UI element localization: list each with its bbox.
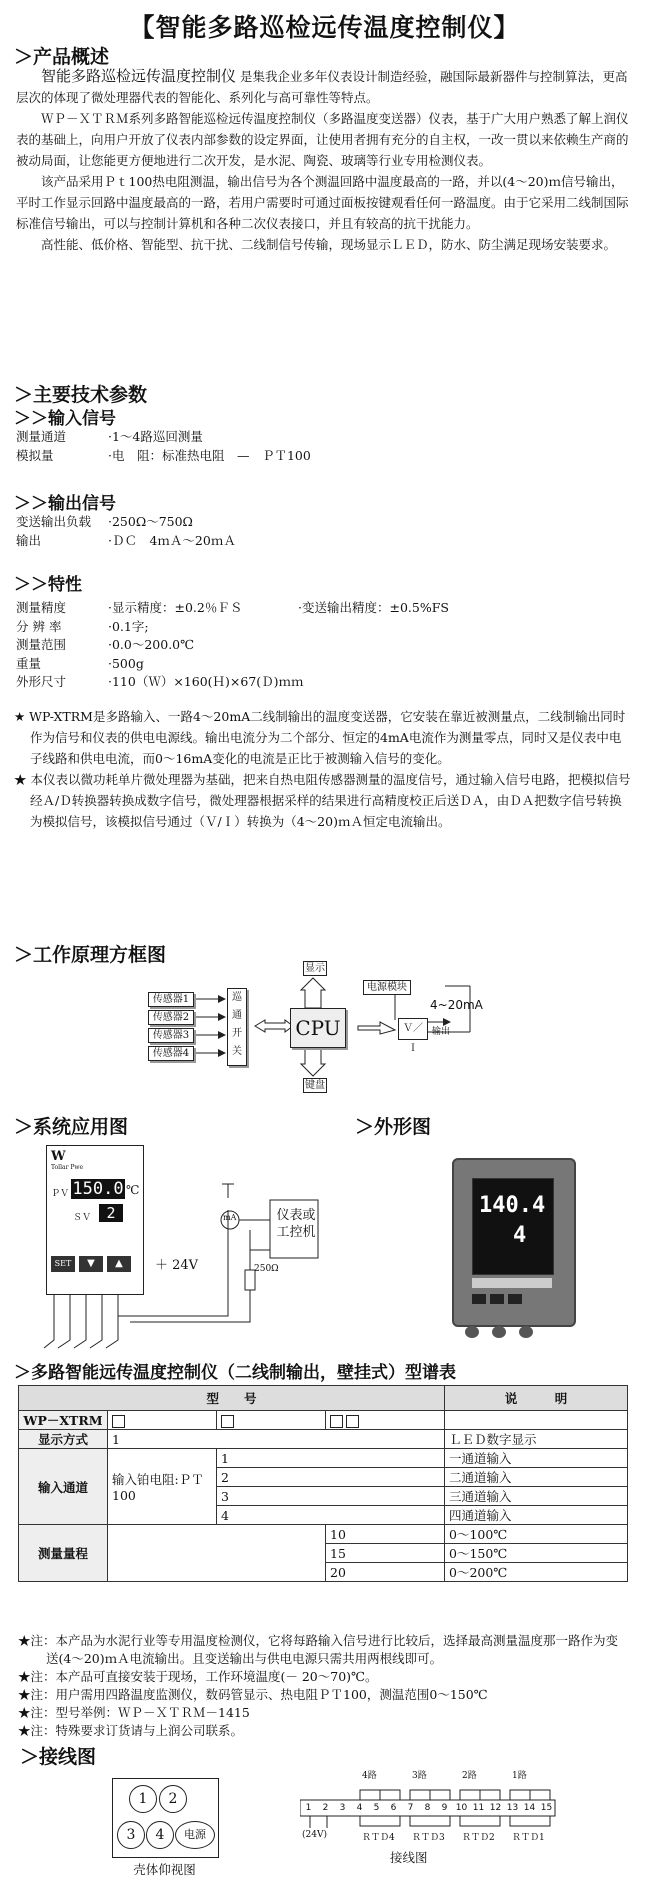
range-desc: 0～100℃	[445, 1525, 628, 1544]
channel-code: 2	[217, 1468, 445, 1487]
sv-display: 2	[99, 1204, 123, 1222]
terminal: 3	[339, 1803, 346, 1813]
terminal: 5	[373, 1803, 380, 1813]
channel-desc: 三通道输入	[445, 1487, 628, 1506]
channel-code: 3	[217, 1487, 445, 1506]
set-button[interactable]: SET	[51, 1256, 75, 1272]
terminal: 8	[424, 1803, 431, 1813]
model-table-heading: ＞多路智能远传温度控制仪（二线制输出，壁挂式）型谱表	[14, 1363, 456, 1383]
terminal-lines	[300, 1778, 600, 1858]
resistor-label: 250Ω	[254, 1264, 279, 1274]
terminal: 14	[523, 1803, 536, 1813]
model-base: WP－XTRM	[19, 1411, 108, 1430]
sv-label: ＳＶ	[73, 1213, 92, 1223]
range-label: 测量量程	[19, 1525, 108, 1582]
device-button[interactable]	[508, 1294, 522, 1304]
note-3: ★注：用户需用四路温度监测仪，数码管显示、热电阻ＰＴ100，测温范围0～150℃	[18, 1687, 488, 1702]
page-title: 【智能多路巡检远传温度控制仪】	[129, 13, 520, 42]
terminal: 6	[390, 1803, 397, 1813]
range-code: 20	[326, 1563, 445, 1582]
hole-4: 4	[146, 1821, 174, 1849]
note-1: ★注：本产品为水泥行业等专用温度检测仪，它将每路输入信号进行比较后，选择最高测量温度那一路作为变送(4～20)ｍＡ电流输出。且变送输出与供电电源只需共用两根线即可。	[18, 1633, 619, 1666]
terminal: 4	[356, 1803, 363, 1813]
brand-label: Tollar Pwe	[51, 1164, 84, 1171]
overview-heading: ＞产品概述	[14, 46, 110, 68]
code-box	[330, 1415, 343, 1428]
feature-specs	[16, 599, 449, 692]
pv-unit: ℃	[126, 1183, 140, 1197]
display-mode-code: 1	[108, 1430, 445, 1449]
outline-heading: ＞外形图	[355, 1116, 432, 1138]
code-box	[221, 1415, 234, 1428]
spec-row: 分 辨 率 ·0.1字;	[16, 618, 149, 634]
terminal: 2	[322, 1803, 329, 1813]
channel-desc: 四通道输入	[445, 1506, 628, 1525]
channel-code: 4	[217, 1506, 445, 1525]
range-desc: 0～200℃	[445, 1563, 628, 1582]
spec-row: 变送输出负载 ·250Ω～750Ω	[16, 514, 193, 529]
spec-row: 重量 ·500g	[16, 655, 144, 671]
terminal: 9	[441, 1803, 448, 1813]
terminal: 12	[489, 1803, 502, 1813]
column-model: 型 号	[19, 1386, 445, 1411]
milliamp-meter-label: mA	[223, 1213, 237, 1222]
star-note-2: ★ 本仪表以微功耗单片微处理器为基础，把来自热电阻传感器测量的温度信号，通过输入信号电路，把模拟信号经Ａ/Ｄ转换器转换成数字信号，微处理器根据采样的结果进行高精度校正后送ＤＡ，由ＤＡ把数字信号转换为模拟信号，该模拟信号通过（Ｖ/Ｉ）转换为（4～20)ｍＡ恒定电流输出。	[14, 772, 631, 829]
output-specs	[16, 513, 236, 550]
pv-display: 150.0	[72, 1179, 124, 1199]
power-hole: 电源	[175, 1821, 215, 1849]
application-heading: ＞系统应用图	[14, 1116, 129, 1138]
channel-code: 1	[217, 1449, 445, 1468]
display-mode-label: 显示方式	[19, 1430, 108, 1449]
range-code: 10	[326, 1525, 445, 1544]
voltage-label: ＋ 24V	[155, 1258, 199, 1273]
brand-logo-icon: W	[51, 1149, 66, 1164]
terminal: 11	[472, 1803, 485, 1813]
block-diagram	[0, 960, 649, 1110]
specs-heading: ＞主要技术参数	[14, 384, 148, 406]
up-arrow-icon: ▲	[115, 1258, 123, 1269]
input-channel-label: 输入通道	[19, 1449, 108, 1525]
route-label: 2路	[462, 1771, 477, 1781]
overview-paragraph-2: ＷＰ－ＸＴＲＭ系列多路智能巡检远传温度控制仪（多路温度变送器）仪表，基于广大用户熟悉了解上润仪表的基础上，向用户开放了仪表内部参数的设定界面，让使用者拥有充分的自主权，一改一贯以来依赖生产商的被动局面，让您能更方便地进行二次开发，是水泥、陶瓷、玻璃等行业专用检测仪表。	[16, 111, 629, 168]
overview-lead: 智能多路巡检远传温度控制仪	[41, 67, 237, 85]
output-label: 输出	[432, 1027, 451, 1037]
note-4: ★注：型号举例：ＷＰ－ＸＴＲＭ－1415	[18, 1705, 250, 1720]
column-description: 说 明	[445, 1386, 628, 1411]
current-label: 4~20mA	[430, 998, 483, 1012]
device-pv-value: 140.4	[479, 1193, 546, 1218]
rtd-label: ＲＴＤ2	[462, 1833, 495, 1843]
spec-row: 测量范围 ·0.0～200.0℃	[16, 637, 195, 652]
star-notes	[4, 706, 632, 832]
display-box: 显示	[305, 963, 325, 974]
device-button[interactable]	[472, 1294, 486, 1304]
output-heading: ＞＞输出信号	[14, 494, 116, 514]
terminal: 1	[305, 1803, 312, 1813]
rtd-label: ＲＴＤ3	[412, 1833, 445, 1843]
power-terminal-label: (24V)	[302, 1830, 327, 1840]
keyboard-box: 键盘	[305, 1080, 325, 1091]
terminal: 10	[455, 1803, 468, 1813]
device-sv-value: 4	[513, 1223, 527, 1248]
hole-2: 2	[159, 1785, 187, 1813]
spec-row: 外形尺寸 ·110（Ｗ）×160(Ｈ)×67(Ｄ)ｍｍ	[16, 674, 304, 689]
spec-row: 模拟量 ·电 阻：标准热电阻 — ＰＴ100	[16, 447, 311, 463]
display-mode-desc: ＬＥＤ数字显示	[445, 1430, 628, 1449]
overview-paragraph-4: 高性能、低价格、智能型、抗干扰、二线制信号传输，现场显示ＬＥＤ，防水、防尘满足现场安装要求。	[41, 237, 617, 252]
instrument-label: 仪表或工控机	[276, 1208, 316, 1240]
overview-paragraph-1	[16, 66, 632, 108]
housing-view-caption: 壳体仰视图	[133, 1862, 196, 1877]
note-2: ★注：本产品可直接安装于现场，工作环境温度(－ 20～70)℃。	[18, 1669, 378, 1684]
hole-3: 3	[117, 1821, 145, 1849]
input-heading: ＞＞输入信号	[14, 409, 116, 429]
overview-paragraph-3: 该产品采用Ｐｔ100热电阻测温，输出信号为各个测温回路中温度最高的一路，并以(4～20)ｍ信号输出，平时工作显示回路中温度最高的一路，若用户需要时可通过面板按键观看任何一路温度。由于它采用二线制国际标准信号输出，可以与控制计算机和各种二次仪表接口，并且有较高的抗干扰能力。	[16, 174, 629, 231]
input-specs	[16, 428, 311, 465]
block-diagram-heading: ＞工作原理方框图	[14, 944, 167, 966]
vi-box: Ｖ／Ｉ	[398, 1018, 428, 1040]
down-arrow-icon: ▼	[87, 1258, 95, 1269]
channel-desc: 二通道输入	[445, 1468, 628, 1487]
terminal-diagram	[300, 1768, 600, 1868]
terminal: 7	[407, 1803, 414, 1813]
rtd-label: ＲＴＤ4	[362, 1833, 395, 1843]
model-table	[18, 1385, 628, 1582]
terminal-strip	[300, 1800, 555, 1816]
terminal: 15	[540, 1803, 553, 1813]
route-label: 4路	[362, 1771, 377, 1781]
pv-label: ＰＶ	[51, 1189, 70, 1199]
hole-1: 1	[129, 1785, 157, 1813]
spec-row: 测量精度 ·显示精度：±0.2％ＦＳ ·变送输出精度：±0.5%FS	[16, 600, 449, 615]
spec-row: 测量通道 ·1～4路巡回测量	[16, 429, 203, 444]
device-outline	[452, 1158, 576, 1327]
sensor-box-1: 传感器1	[148, 992, 194, 1007]
range-desc: 0～150℃	[445, 1544, 628, 1563]
wiring-caption: 接线图	[390, 1850, 428, 1865]
note-5: ★注：特殊要求订货请与上润公司联系。	[18, 1723, 244, 1738]
channel-desc: 一通道输入	[445, 1449, 628, 1468]
cpu-box: CPU	[290, 1008, 346, 1048]
code-box	[346, 1415, 359, 1428]
notes	[10, 1632, 630, 1740]
terminal: 13	[506, 1803, 519, 1813]
cable-glands	[465, 1323, 555, 1337]
input-channel-desc: 输入铂电阻:ＰＴ100	[108, 1449, 217, 1525]
switch-box: 巡通开关	[227, 988, 247, 1066]
device-screen	[472, 1178, 554, 1275]
device-label-strip	[472, 1278, 552, 1288]
housing-bottom-view	[112, 1778, 219, 1858]
overview-p1-rest: 是集我企业多年仪表设计制造经验，融国际最新器件与控制算法，更高层次的体现了微处理器代表的智能化、系列化与高可靠性等特点。	[16, 69, 628, 105]
range-code: 15	[326, 1544, 445, 1563]
route-label: 1路	[512, 1771, 527, 1781]
rtd-label: ＲＴＤ1	[512, 1833, 545, 1843]
sensor-box-2: 传感器2	[148, 1010, 194, 1025]
overview-text	[16, 66, 632, 255]
star-note-1: ★ WP-XTRM是多路输入、一路4～20mA二线制输出的温度变送器，它安装在靠近被测量点，二线制输出同时作为信号和仪表的供电电源线。输出电流分为二个部分、恒定的4mA电流作为测量零点，同时又是仪表中电子线路和供电电流，而0～16mA变化的电流是正比于被测输入信号的变化。	[14, 709, 626, 766]
spec-row: 输出 ·ＤＣ 4ｍＡ～20ｍＡ	[16, 532, 236, 548]
code-box	[112, 1415, 125, 1428]
device-button[interactable]	[490, 1294, 504, 1304]
sensor-box-4: 传感器4	[148, 1046, 194, 1061]
feature-heading: ＞＞特性	[14, 575, 82, 595]
route-label: 3路	[412, 1771, 427, 1781]
wiring-heading: ＞接线图	[20, 1746, 97, 1768]
sensor-box-3: 传感器3	[148, 1028, 194, 1043]
power-module-box: 电源模块	[363, 980, 411, 995]
